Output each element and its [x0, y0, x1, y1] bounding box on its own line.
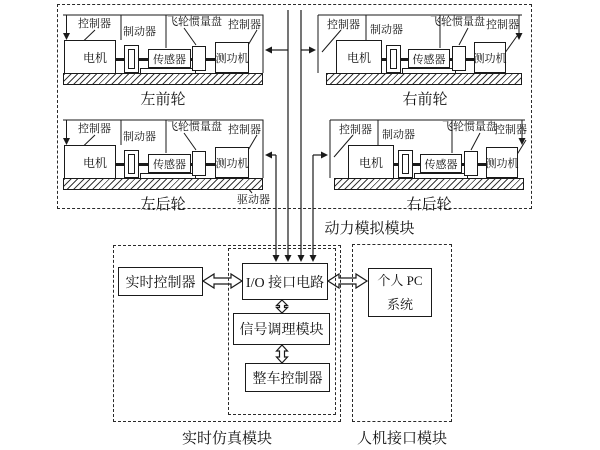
- vehicle-controller-box: 整车控制器: [245, 363, 330, 392]
- lf-motor-box: 电机: [64, 40, 116, 74]
- lr-sensor-box: 传感器: [148, 154, 191, 173]
- lf-sensor-box: 传感器: [148, 49, 191, 68]
- lf-dyno-box: 测功机: [215, 42, 249, 73]
- lr-dyno-box: 测功机: [215, 147, 249, 178]
- rf-dyno-box: 测功机: [474, 42, 506, 73]
- rr-ground: [334, 178, 524, 190]
- lf-controller-left-label: 控制器: [78, 18, 111, 30]
- lr-brake-inner: [128, 154, 135, 174]
- lr-ground: [63, 178, 263, 190]
- rr-flywheel-label: 飞轮惯量盘: [442, 121, 497, 133]
- realtime-sim-module-label: 实时仿真模块: [181, 431, 272, 447]
- lf-brake-label: 制动器: [123, 26, 156, 38]
- rf-flywheel-label: 飞轮惯量盘: [430, 16, 485, 28]
- pc-system-line1: 个人 PC: [377, 273, 423, 289]
- lf-flywheel-disk: [192, 46, 206, 71]
- rr-flywheel-disk: [464, 151, 478, 176]
- rr-brake-inner: [402, 154, 409, 174]
- rf-brake-inner: [390, 49, 397, 69]
- hmi-module-label: 人机接口模块: [356, 431, 447, 447]
- rf-motor-box: 电机: [336, 40, 382, 74]
- rr-motor-box: 电机: [348, 145, 394, 179]
- pc-system-line2: 系统: [386, 296, 413, 312]
- rr-controller-left-label: 控制器: [339, 124, 372, 136]
- rf-ground: [326, 73, 522, 85]
- lr-wheel-name: 左后轮: [140, 197, 186, 213]
- lr-controller-left-label: 控制器: [78, 123, 111, 135]
- lf-brake-inner: [128, 49, 135, 69]
- rr-sensor-box: 传感器: [420, 154, 462, 173]
- rf-brake-label: 制动器: [370, 24, 403, 36]
- realtime-controller-box: 实时控制器: [118, 267, 203, 296]
- signal-conditioning-box: 信号调理模块: [233, 313, 330, 345]
- rr-wheel-name: 右后轮: [406, 197, 452, 213]
- lr-motor-box: 电机: [64, 145, 116, 179]
- rf-controller-right-label: 控制器: [486, 19, 519, 31]
- rf-flywheel-disk: [452, 46, 466, 71]
- rf-sensor-box: 传感器: [408, 49, 450, 68]
- rr-dyno-box: 测功机: [486, 147, 518, 178]
- lr-flywheel-disk: [192, 151, 206, 176]
- rf-wheel-name: 右前轮: [402, 92, 448, 108]
- pc-system-box: [368, 268, 432, 317]
- lr-flywheel-label: 飞轮惯量盘: [167, 121, 222, 133]
- lf-flywheel-label: 飞轮惯量盘: [167, 16, 222, 28]
- lf-wheel-name: 左前轮: [140, 92, 186, 108]
- power-module-label: 动力模拟模块: [324, 221, 415, 237]
- io-interface-box: I/O 接口电路: [242, 263, 328, 300]
- lr-brake-label: 制动器: [123, 131, 156, 143]
- rr-brake-label: 制动器: [382, 129, 415, 141]
- rr-controller-right-label: 控制器: [494, 124, 527, 136]
- lr-controller-right-label: 控制器: [228, 124, 261, 136]
- lf-ground: [63, 73, 263, 85]
- lf-controller-right-label: 控制器: [228, 19, 261, 31]
- lr-driver-label: 驱动器: [237, 194, 270, 206]
- rf-controller-left-label: 控制器: [327, 19, 360, 31]
